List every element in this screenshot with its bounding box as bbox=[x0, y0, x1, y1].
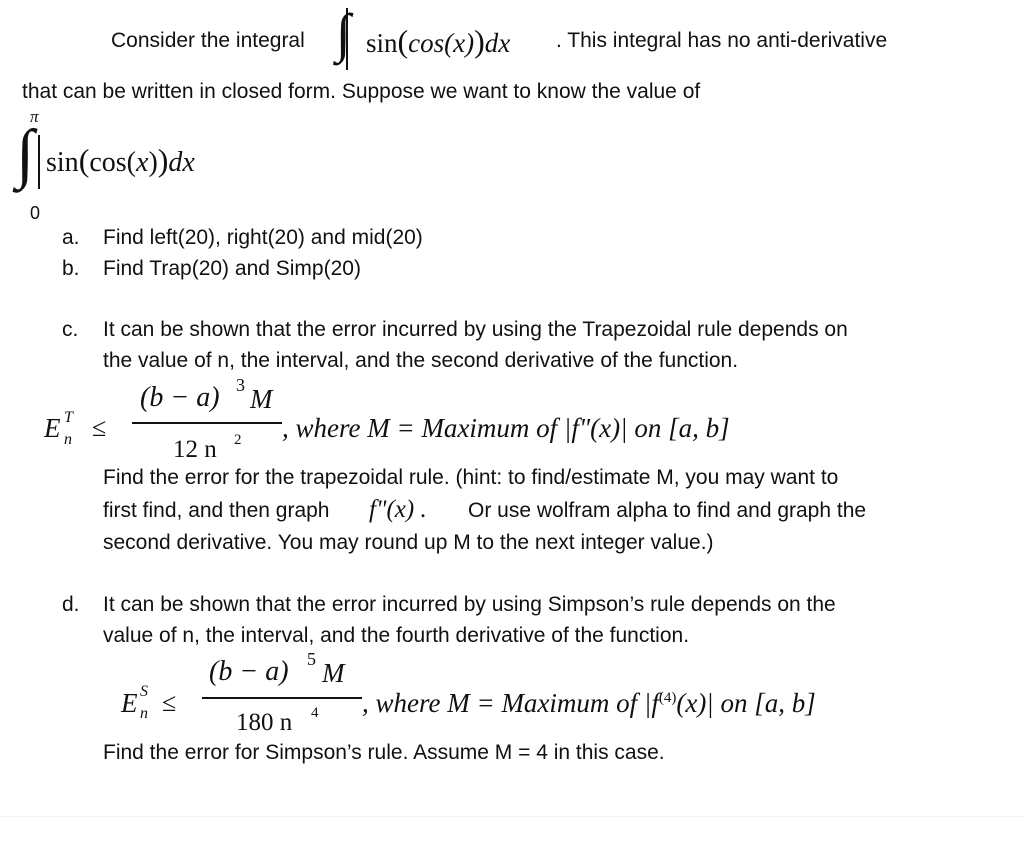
d-formula-lhs: E bbox=[121, 688, 138, 718]
definite-expr: sin(cos(x))dx bbox=[46, 142, 195, 178]
d-formula-leq: ≤ bbox=[162, 688, 177, 717]
definite-upper: π bbox=[30, 107, 39, 126]
part-c-text1: It can be shown that the error incurred by using the Trapezoidal rule depends on bbox=[103, 318, 848, 341]
d-formula-num: (b − a) bbox=[209, 656, 289, 687]
part-d-marker: d. bbox=[62, 593, 80, 616]
d-formula-lhs-sup: S bbox=[140, 683, 148, 700]
d-formula-den-exp: 4 bbox=[311, 705, 319, 721]
c-formula-lhs-sup: T bbox=[64, 409, 73, 426]
c-formula-den-exp: 2 bbox=[234, 432, 242, 448]
d-formula-lhs-sub: n bbox=[140, 705, 148, 722]
intro-lead: Consider the integral bbox=[111, 29, 305, 52]
part-c-after2f: f"(x) . bbox=[369, 496, 427, 523]
part-c-after2a: first find, and then graph bbox=[103, 499, 330, 522]
d-formula-fraction-bar bbox=[202, 697, 362, 699]
bottom-divider bbox=[0, 816, 1024, 817]
d-formula-den: 180 n bbox=[236, 709, 293, 736]
part-d-text1: It can be shown that the error incurred by using Simpson’s rule depends on the bbox=[103, 593, 836, 616]
c-formula-lhs: E bbox=[44, 413, 61, 443]
c-formula-leq: ≤ bbox=[92, 413, 107, 442]
c-formula-num-m: M bbox=[250, 384, 273, 414]
definite-bar bbox=[38, 135, 40, 189]
c-formula-num: (b − a) bbox=[140, 382, 220, 413]
part-c-text2: the value of n, the interval, and the second derivative of the function. bbox=[103, 349, 739, 372]
part-a-marker: a. bbox=[62, 226, 80, 249]
intro-integrand: sin(cos(x))dx bbox=[366, 23, 511, 59]
intro-tail: . This integral has no anti-derivative bbox=[556, 29, 888, 52]
part-b-marker: b. bbox=[62, 257, 80, 280]
d-formula-where: , where M = Maximum of $|f^{(4)}(x)|$ on [a, b] bbox=[362, 688, 816, 718]
part-a-text: Find left(20), right(20) and mid(20) bbox=[103, 226, 423, 249]
part-c-after3: second derivative. You may round up M to the next integer value.) bbox=[103, 531, 714, 554]
part-c-marker: c. bbox=[62, 318, 79, 341]
part-c-after1: Find the error for the trapezoidal rule. (hint: to find/estimate M, you may want to bbox=[103, 466, 839, 489]
part-c-after2b: Or use wolfram alpha to find and graph the bbox=[468, 499, 867, 522]
definite-lower: 0 bbox=[30, 203, 41, 223]
d-formula-num-m: M bbox=[322, 658, 345, 688]
c-formula-where: , where M = Maximum of |f"(x)| on [a, b] bbox=[282, 413, 730, 443]
part-d-text2: value of n, the interval, and the fourth derivative of the function. bbox=[103, 624, 690, 647]
integrand-cos: cos(x) bbox=[408, 28, 475, 58]
c-formula-fraction-bar bbox=[132, 422, 282, 424]
part-b-text: Find Trap(20) and Simp(20) bbox=[103, 257, 361, 280]
integrand-sin: sin bbox=[366, 28, 398, 58]
integral-sign: ∫ bbox=[336, 3, 351, 63]
d-formula-num-exp: 5 bbox=[307, 649, 316, 669]
c-formula-num-exp: 3 bbox=[236, 375, 245, 395]
c-formula-den: 12 n bbox=[173, 436, 217, 463]
c-formula-lhs-sub: n bbox=[64, 431, 72, 448]
definite-integral-sign: ∫ bbox=[16, 117, 35, 190]
part-d-after: Find the error for Simpson’s rule. Assume M = 4 in this case. bbox=[103, 741, 665, 764]
intro-line2: that can be written in closed form. Suppose we want to know the value of bbox=[22, 80, 701, 103]
integrand-dx: dx bbox=[484, 28, 511, 58]
